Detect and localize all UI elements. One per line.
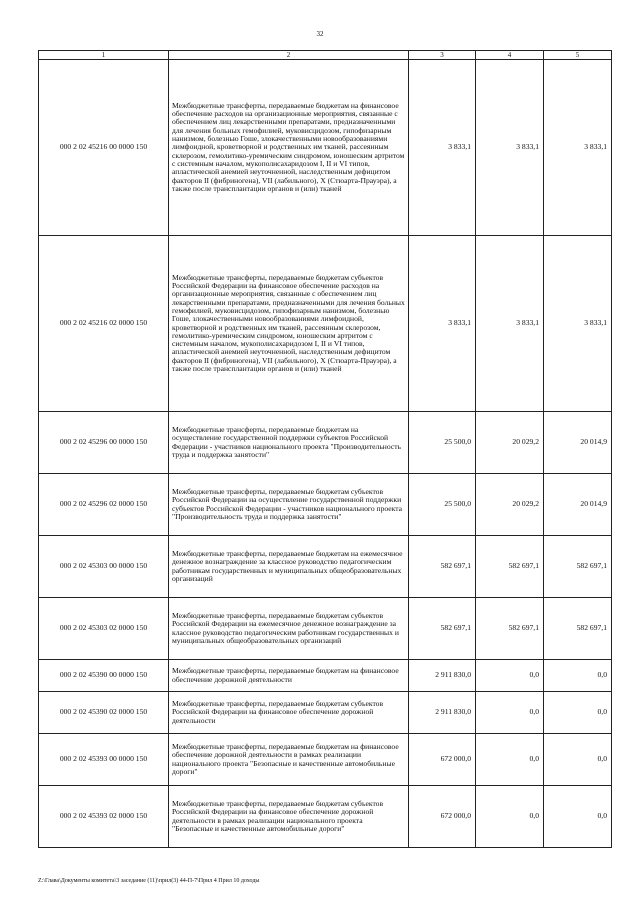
value-col3: 672 000,0 <box>409 734 476 786</box>
value-col4: 0,0 <box>476 660 544 692</box>
table-row <box>39 412 612 474</box>
value-col4: 0,0 <box>476 786 544 848</box>
value-col4: 582 697,1 <box>476 598 544 660</box>
budget-code: 000 2 02 45303 00 0000 150 <box>39 536 169 598</box>
budget-code: 000 2 02 45393 00 0000 150 <box>39 734 169 786</box>
value-col4: 20 029,2 <box>476 474 544 536</box>
budget-code: 000 2 02 45296 02 0000 150 <box>39 474 169 536</box>
value-col3: 2 911 830,0 <box>409 692 476 734</box>
table-row <box>39 474 612 536</box>
value-col4: 3 833,1 <box>476 60 544 236</box>
row-description: Межбюджетные трансферты, передаваемые бюджетам на финансовое обеспечение дорожной деятельности в рамках реализации национального проекта "Безопасные и качественные автомобильные дороги" <box>169 734 409 786</box>
budget-table <box>38 50 612 848</box>
value-col5: 0,0 <box>544 734 612 786</box>
budget-code: 000 2 02 45296 00 0000 150 <box>39 412 169 474</box>
value-col5: 3 833,1 <box>544 60 612 236</box>
header-row <box>39 51 612 60</box>
value-col3: 25 500,0 <box>409 412 476 474</box>
value-col5: 0,0 <box>544 660 612 692</box>
value-col5: 20 014,9 <box>544 474 612 536</box>
value-col5: 582 697,1 <box>544 536 612 598</box>
table-row <box>39 236 612 412</box>
row-description: Межбюджетные трансферты, передаваемые бюджетам на ежемесячное денежное вознаграждение за классное руководство педагогическим работникам государственных и муниципальных общеобразовательных организаций <box>169 536 409 598</box>
row-description: Межбюджетные трансферты, передаваемые бюджетам на финансовое обеспечение расходов на организационные мероприятия, связанные с обеспечением лиц лекарственными препаратами, предназначенными для лечения больных гемофилией, муковисцидозом, гипофизарным нанизмом, болезнью Гоше, злокачественными новообразованиями лимфоидной, кроветворной и родственных им тканей, рассеянным склерозом, гемолитико-уремическим синдромом, юношеским артритом с системным началом, мукополисахаридозом I, II и VI типов, апластической анемией неуточненной, наследственным дефицитом факторов II (фибриногена), VII (лабильного), X (Стюарта-Прауэра), а также после трансплантации органов и (или) тканей <box>169 60 409 236</box>
table-row <box>39 660 612 692</box>
budget-code: 000 2 02 45303 02 0000 150 <box>39 598 169 660</box>
budget-code: 000 2 02 45390 00 0000 150 <box>39 660 169 692</box>
budget-code: 000 2 02 45393 02 0000 150 <box>39 786 169 848</box>
value-col5: 20 014,9 <box>544 412 612 474</box>
value-col4: 0,0 <box>476 734 544 786</box>
table-row <box>39 60 612 236</box>
value-col3: 672 000,0 <box>409 786 476 848</box>
value-col5: 0,0 <box>544 692 612 734</box>
column-header: 1 <box>39 51 169 60</box>
value-col3: 2 911 830,0 <box>409 660 476 692</box>
row-description: Межбюджетные трансферты, передаваемые бюджетам на финансовое обеспечение дорожной деятельности <box>169 660 409 692</box>
value-col4: 3 833,1 <box>476 236 544 412</box>
footer-file-path: Z:\Глава\Документы комитета\3 заседание (11)\прил(3) 44-П-7\Прил 4 Прил 10 доходы <box>38 878 260 884</box>
value-col3: 3 833,1 <box>409 60 476 236</box>
row-description: Межбюджетные трансферты, передаваемые бюджетам субъектов Российской Федерации на финансовое обеспечение расходов на организационные мероприятия, связанные с обеспечением лиц лекарственными препаратами, предназначенными для лечения больных гемофилией, муковисцидозом, гипофизарным нанизмом, болезнью Гоше, злокачественными новообразованиями лимфоидной, кроветворной и родственных им тканей, рассеянным склерозом, гемолитико-уремическим синдромом, юношеским артритом с системным началом, мукополисахаридозом I, II и VI типов, апластической анемией неуточненной, наследственным дефицитом факторов II (фибриногена), VII (лабильного), X (Стюарта-Прауэра), а также после трансплантации органов и (или) тканей <box>169 236 409 412</box>
table-row <box>39 786 612 848</box>
table-row <box>39 734 612 786</box>
row-description: Межбюджетные трансферты, передаваемые бюджетам субъектов Российской Федерации на ежемесячное денежное вознаграждение за классное руководство педагогическим работникам государственных и муниципальных общеобразовательных организаций <box>169 598 409 660</box>
value-col3: 582 697,1 <box>409 536 476 598</box>
row-description: Межбюджетные трансферты, передаваемые бюджетам субъектов Российской Федерации на финансовое обеспечение дорожной деятельности <box>169 692 409 734</box>
budget-code: 000 2 02 45216 02 0000 150 <box>39 236 169 412</box>
budget-code: 000 2 02 45390 02 0000 150 <box>39 692 169 734</box>
column-header: 3 <box>409 51 476 60</box>
row-description: Межбюджетные трансферты, передаваемые бюджетам на осуществление государственной поддержки субъектов Российской Федерации - участников национального проекта "Производительность труда и поддержка занятости" <box>169 412 409 474</box>
table-row <box>39 536 612 598</box>
value-col4: 20 029,2 <box>476 412 544 474</box>
value-col5: 3 833,1 <box>544 236 612 412</box>
value-col5: 0,0 <box>544 786 612 848</box>
page-number: 32 <box>316 30 324 38</box>
value-col5: 582 697,1 <box>544 598 612 660</box>
row-description: Межбюджетные трансферты, передаваемые бюджетам субъектов Российской Федерации на осуществление государственной поддержки субъектов Российской Федерации - участников национального проекта "Производительность труда и поддержка занятости" <box>169 474 409 536</box>
column-header: 2 <box>169 51 409 60</box>
value-col3: 582 697,1 <box>409 598 476 660</box>
table-row <box>39 598 612 660</box>
column-header: 5 <box>544 51 612 60</box>
budget-code: 000 2 02 45216 00 0000 150 <box>39 60 169 236</box>
column-header: 4 <box>476 51 544 60</box>
value-col4: 582 697,1 <box>476 536 544 598</box>
value-col4: 0,0 <box>476 692 544 734</box>
value-col3: 3 833,1 <box>409 236 476 412</box>
value-col3: 25 500,0 <box>409 474 476 536</box>
row-description: Межбюджетные трансферты, передаваемые бюджетам субъектов Российской Федерации на финансовое обеспечение дорожной деятельности в рамках реализации национального проекта "Безопасные и качественные автомобильные дороги" <box>169 786 409 848</box>
table-row <box>39 692 612 734</box>
